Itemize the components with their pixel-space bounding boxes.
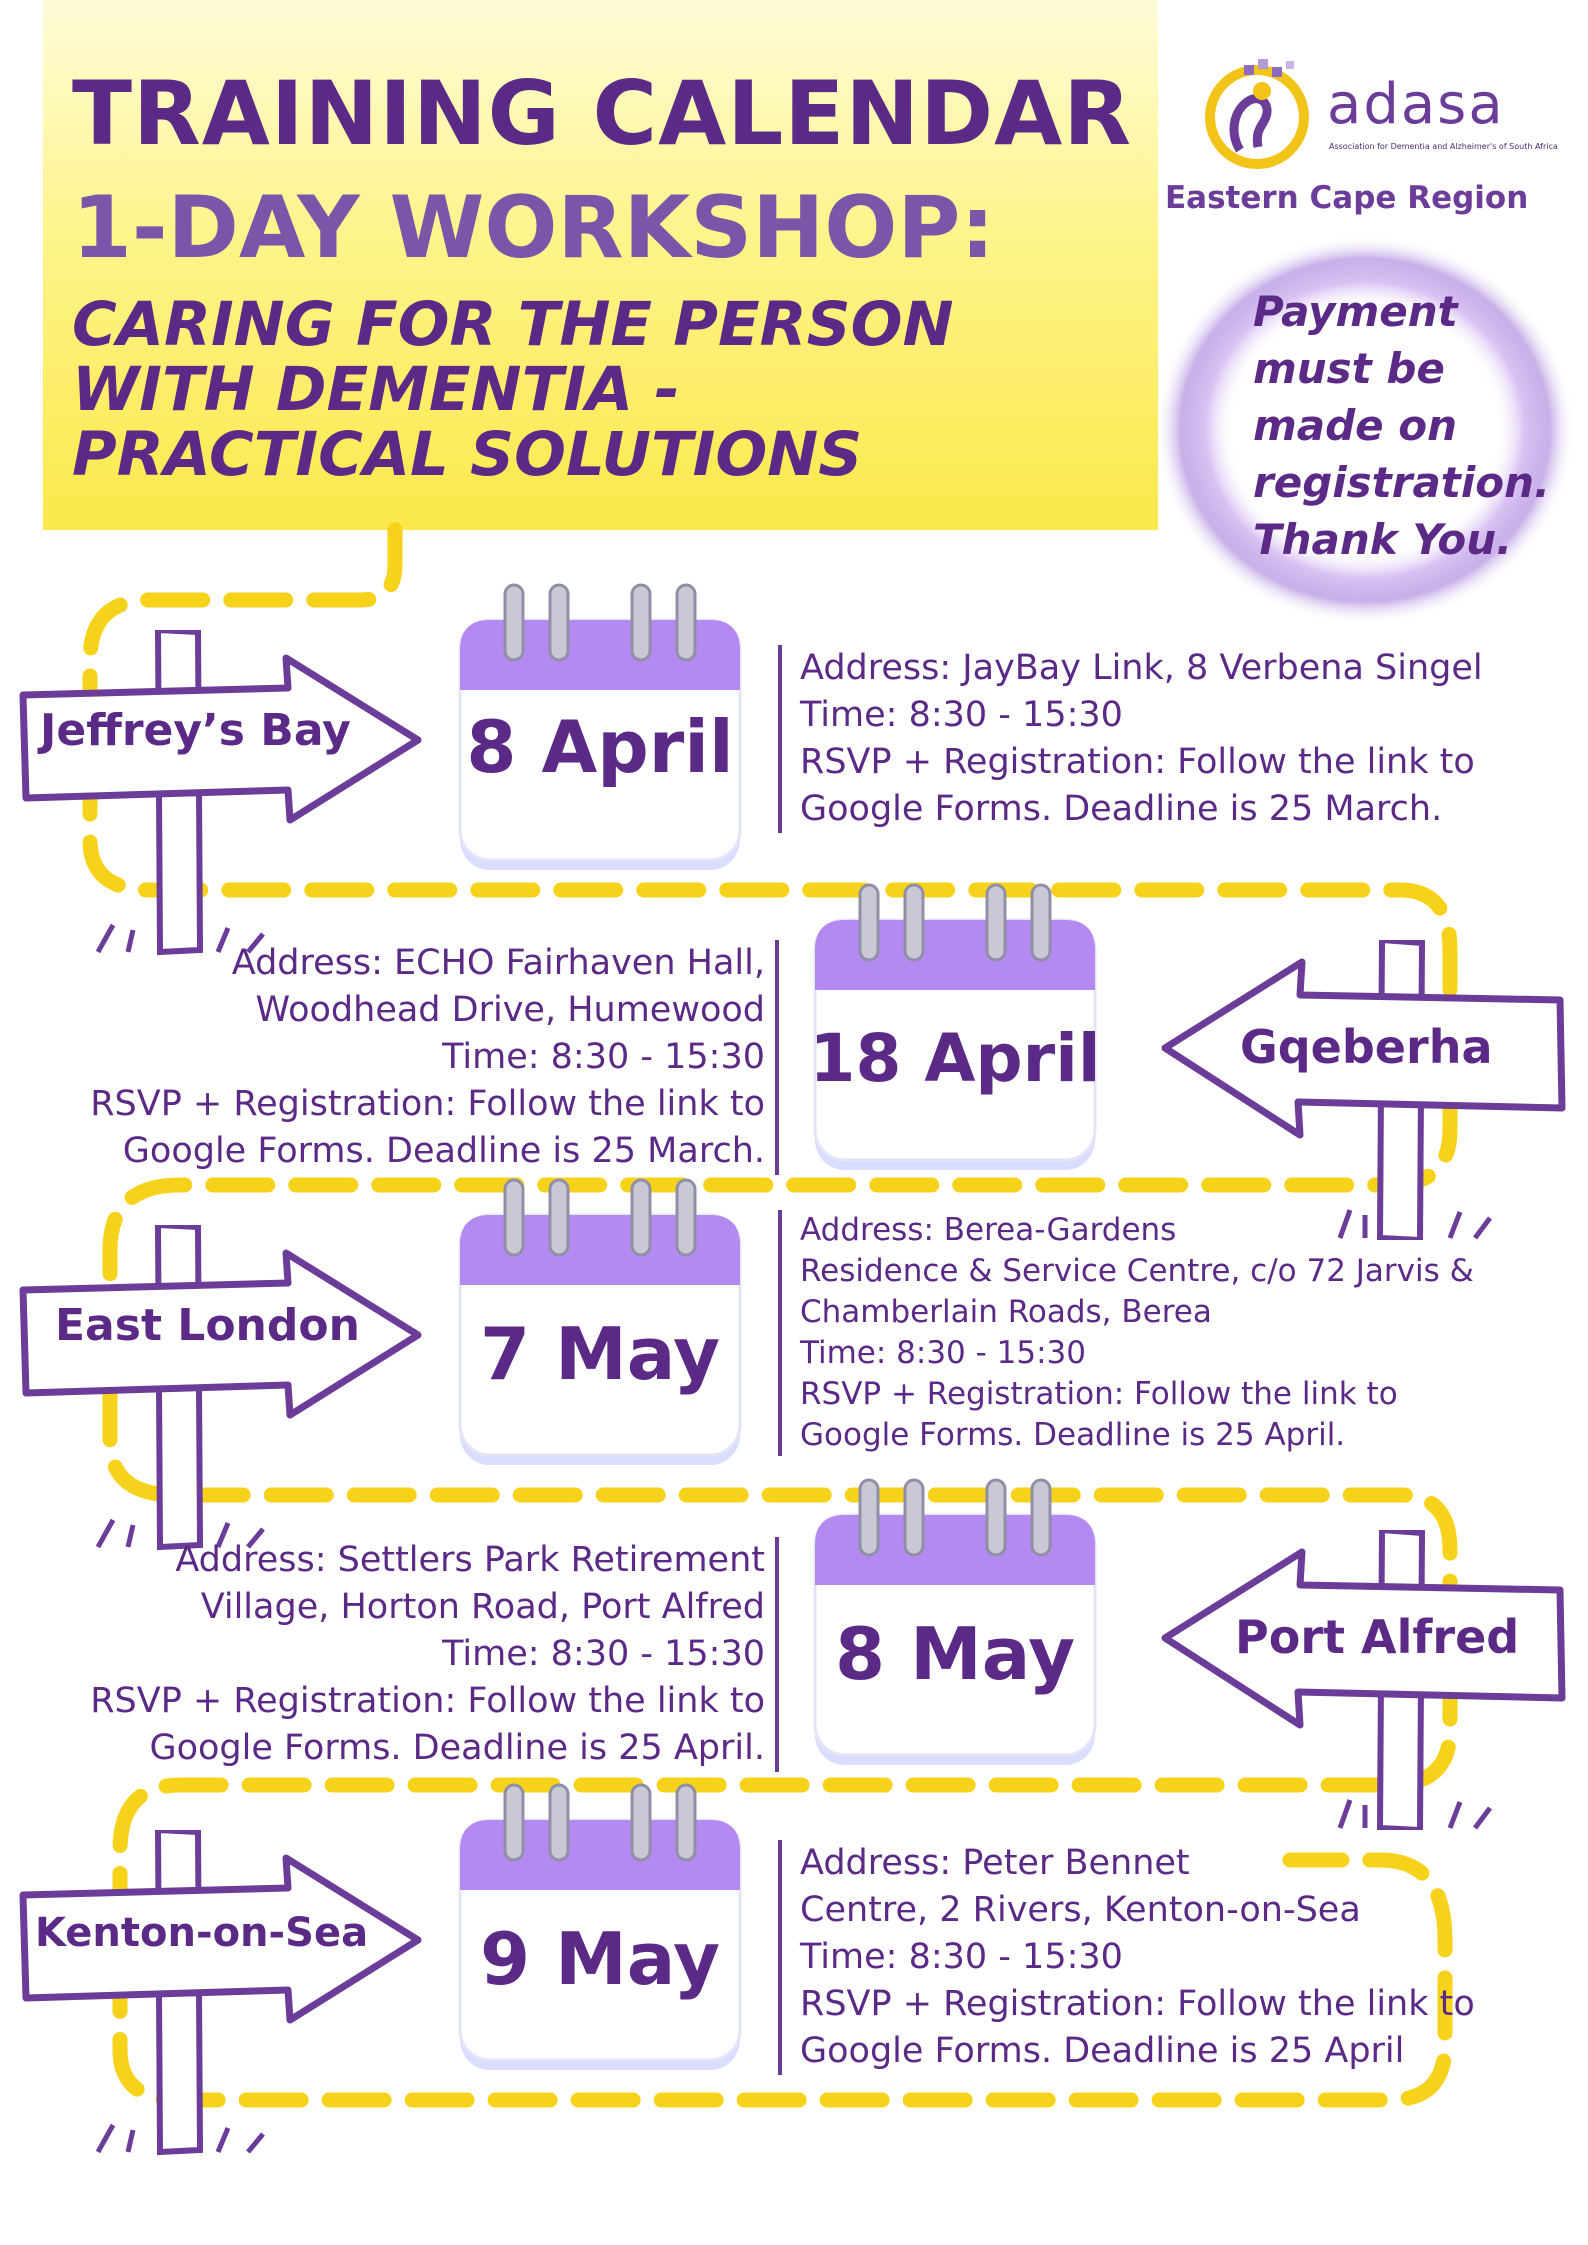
event-date: 8 April xyxy=(466,705,734,789)
logo-name: adasa xyxy=(1327,72,1505,137)
event-date: 18 April xyxy=(809,1020,1101,1097)
detail-line: Time: 8:30 - 15:30 xyxy=(800,695,1123,735)
detail-line: Google Forms. Deadline is 25 March. xyxy=(122,1131,765,1171)
detail-line: RSVP + Registration: Follow the link to xyxy=(800,1984,1475,2024)
location-kenton-on-sea: Kenton-on-Sea xyxy=(35,1910,369,1956)
detail-line: Google Forms. Deadline is 25 April. xyxy=(800,1417,1346,1453)
detail-line: Residence & Service Centre, c/o 72 Jarvis & xyxy=(800,1253,1474,1289)
detail-line: Address: Peter Bennet xyxy=(800,1843,1190,1883)
detail-line: Time: 8:30 - 15:30 xyxy=(800,1937,1123,1977)
subtitle-line: WITH DEMENTIA - xyxy=(72,354,680,425)
signpost-left-arrow-icon xyxy=(1160,1530,1580,1830)
payment-line: registration. xyxy=(1253,458,1550,507)
subtitle-line: PRACTICAL SOLUTIONS xyxy=(72,419,863,490)
event-details xyxy=(778,1840,1475,2075)
location-east-london: East London xyxy=(55,1300,360,1351)
event-date: 8 May xyxy=(834,1612,1076,1696)
detail-line: Centre, 2 Rivers, Kenton-on-Sea xyxy=(800,1890,1361,1930)
divider xyxy=(775,940,779,1175)
payment-line: made on xyxy=(1253,401,1458,450)
signpost-right-arrow-icon xyxy=(18,630,438,960)
page-title: TRAINING CALENDAR xyxy=(72,62,1132,165)
event-date: 7 May xyxy=(479,1312,721,1396)
signpost-right-arrow-icon xyxy=(18,1830,438,2160)
detail-line: RSVP + Registration: Follow the link to xyxy=(90,1084,765,1124)
detail-line: RSVP + Registration: Follow the link to xyxy=(90,1681,765,1721)
payment-line: Thank You. xyxy=(1253,515,1513,564)
payment-line: must be xyxy=(1253,344,1445,393)
signpost-left-arrow-icon xyxy=(1160,940,1580,1240)
workshop-title: 1-DAY WORKSHOP: xyxy=(72,178,995,278)
signpost-right-arrow-icon xyxy=(18,1225,438,1555)
detail-line: Address: ECHO Fairhaven Hall, xyxy=(231,943,765,983)
divider xyxy=(775,1537,779,1772)
location-gqeberha: Gqeberha xyxy=(1240,1020,1493,1074)
event-date: 9 May xyxy=(479,1917,721,2001)
detail-line: Time: 8:30 - 15:30 xyxy=(442,1634,765,1674)
region-label: Eastern Cape Region xyxy=(1165,180,1529,216)
payment-line: Payment xyxy=(1253,287,1458,336)
subtitle-line: CARING FOR THE PERSON xyxy=(72,289,954,360)
detail-line: Time: 8:30 - 15:30 xyxy=(442,1037,765,1077)
detail-line: RSVP + Registration: Follow the link to xyxy=(800,1376,1398,1412)
event-details xyxy=(778,1210,1474,1456)
detail-line: Google Forms. Deadline is 25 April. xyxy=(149,1728,765,1768)
detail-line: Time: 8:30 - 15:30 xyxy=(800,1335,1087,1371)
location-jeffreys-bay: Jeffrey’s Bay xyxy=(40,705,351,756)
logo-tagline: Association for Dementia and Alzheimer's of South Africa xyxy=(1329,142,1558,151)
location-port-alfred: Port Alfred xyxy=(1235,1610,1520,1664)
detail-line: Woodhead Drive, Humewood xyxy=(255,990,765,1030)
detail-line: Address: Settlers Park Retirement xyxy=(175,1540,765,1580)
detail-line: Chamberlain Roads, Berea xyxy=(800,1294,1212,1330)
event-details xyxy=(20,1537,765,1772)
detail-line: Google Forms. Deadline is 25 April xyxy=(800,2031,1405,2071)
detail-line: Village, Horton Road, Port Alfred xyxy=(200,1587,765,1627)
detail-line: Google Forms. Deadline is 25 March. xyxy=(800,789,1443,829)
detail-line: Address: JayBay Link, 8 Verbena Singel xyxy=(800,648,1483,688)
detail-line: RSVP + Registration: Follow the link to xyxy=(800,742,1475,782)
event-details xyxy=(778,645,1483,833)
detail-line: Address: Berea-Gardens xyxy=(800,1212,1177,1248)
event-details xyxy=(20,940,765,1175)
